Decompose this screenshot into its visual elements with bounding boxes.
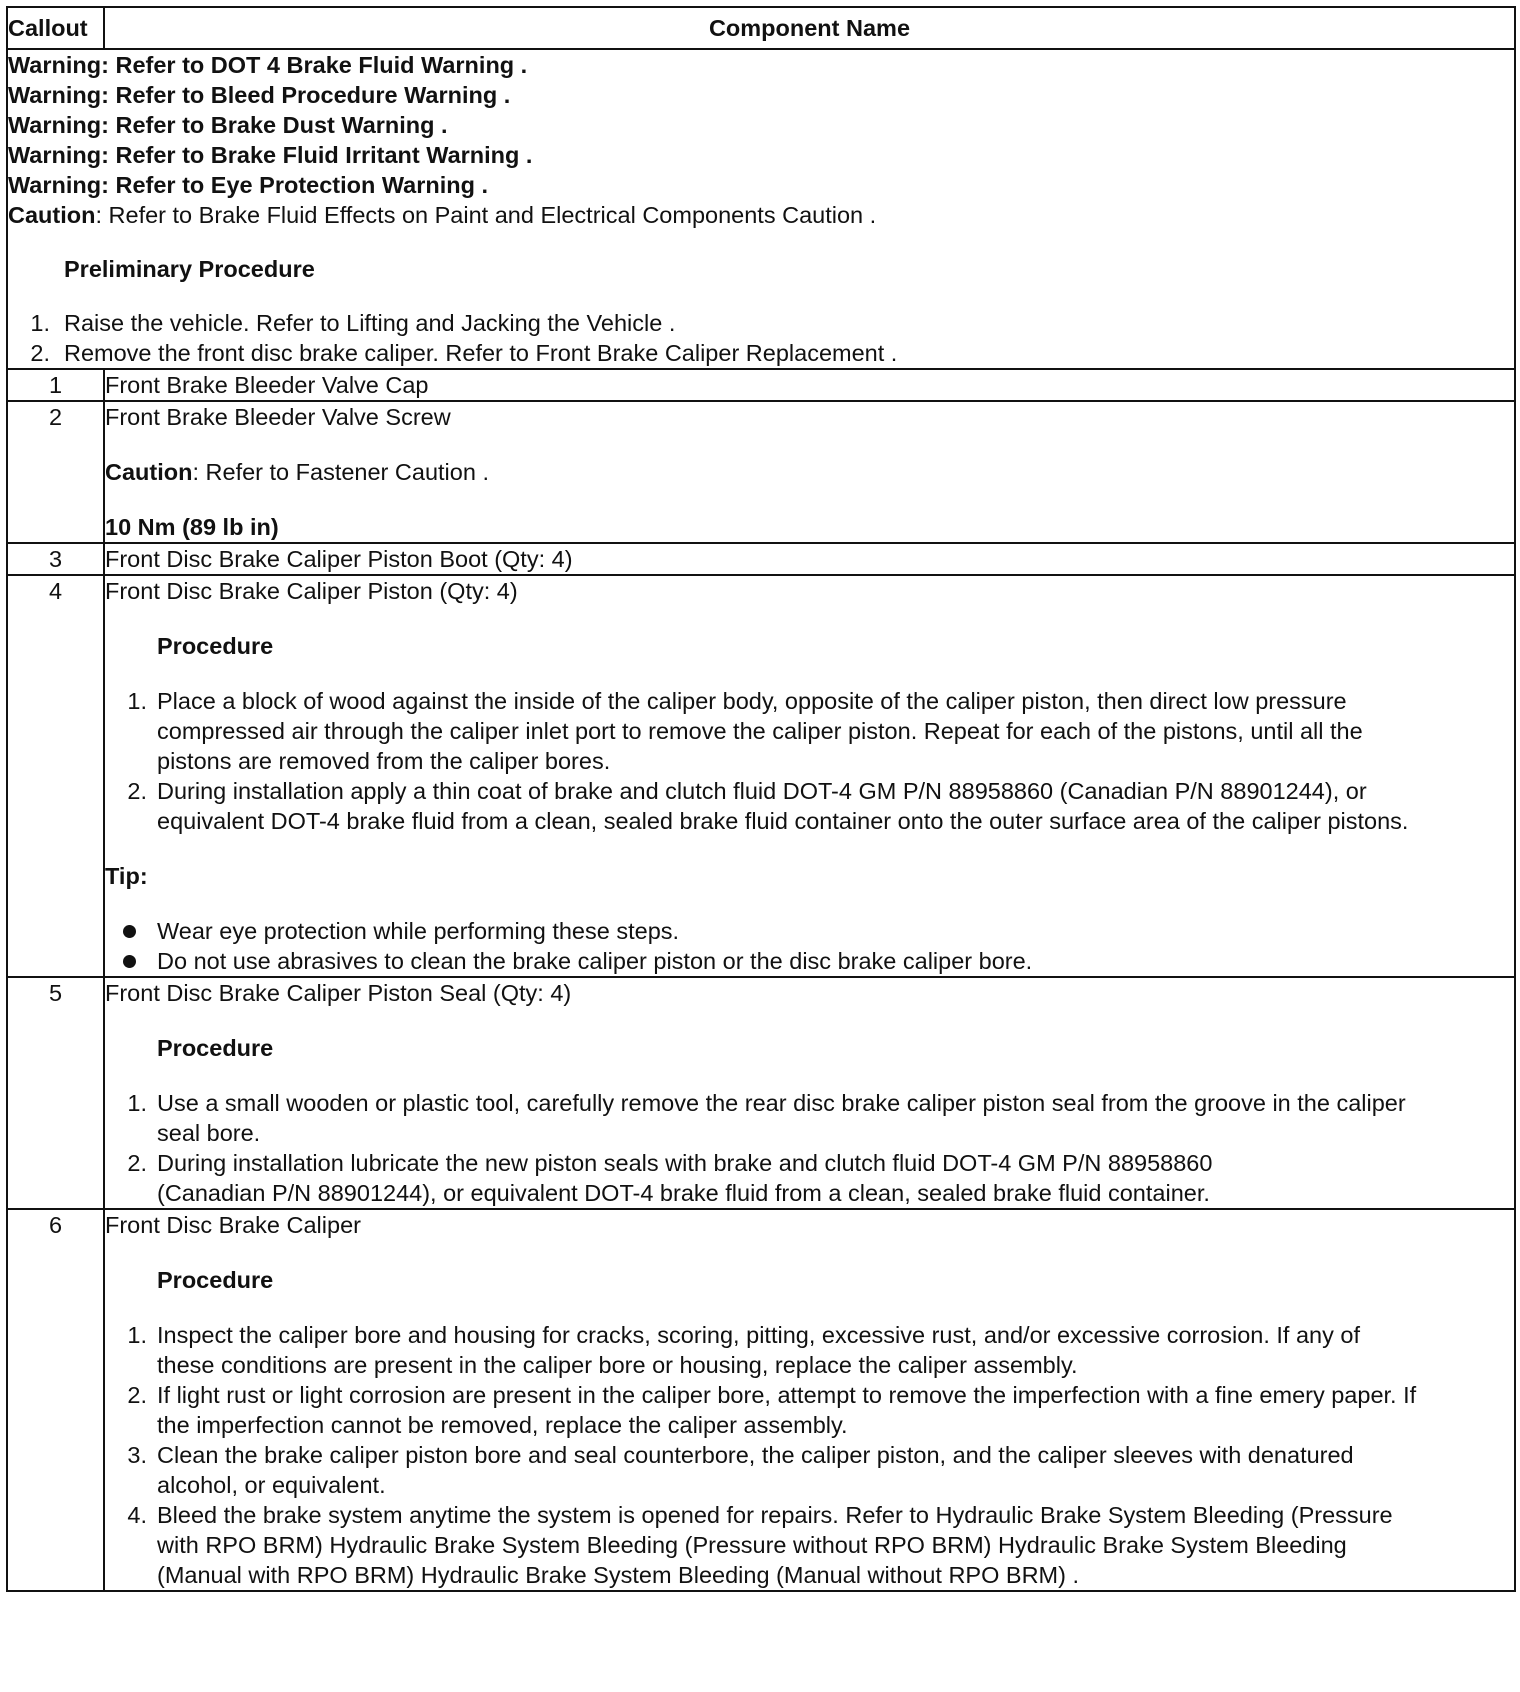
tip-label: Tip:: [105, 863, 148, 889]
callout-column-header: Callout: [7, 7, 104, 49]
table-row: [7, 1209, 1515, 1591]
table-header-row: [7, 7, 1515, 49]
list-item: 2. If light rust or light corrosion are present in the caliper bore, attempt to remove the imperfection with a fine emery paper. If the imperfection cannot be removed, replace the caliper assembly.: [127, 1382, 1417, 1438]
list-item: 1. Inspect the caliper bore and housing for cracks, scoring, pitting, excessive rust, and/or excessive corrosion. If any of these conditions are present in the caliper bore or housing, replace the caliper assembly.: [127, 1322, 1361, 1378]
callout-number: 2: [7, 401, 104, 543]
procedure-steps: [105, 686, 1514, 836]
torque-spec: 10 Nm (89 lb in): [105, 514, 279, 540]
intro-row: [7, 49, 1515, 369]
list-item: Wear eye protection while performing these steps.: [105, 916, 1514, 946]
warning-line: Warning: Refer to Brake Fluid Irritant Warning .: [8, 142, 533, 168]
bullet-icon: [123, 925, 136, 938]
preliminary-procedure-title: Preliminary Procedure: [64, 256, 315, 282]
component-cell: [104, 575, 1515, 977]
procedure-title: Procedure: [157, 633, 274, 659]
list-item: 3. Clean the brake caliper piston bore and seal counterbore, the caliper piston, and the caliper sleeves with denatured alcohol, or equivalent.: [127, 1442, 1354, 1498]
tip-list: [105, 916, 1514, 976]
callout-number: 3: [7, 543, 104, 575]
caution-line: Caution: Refer to Fastener Caution .: [105, 459, 489, 485]
table-row: [7, 977, 1515, 1209]
component-name: Front Disc Brake Caliper Piston Boot (Qty: 4): [104, 543, 1515, 575]
list-item: 4. Bleed the brake system anytime the system is opened for repairs. Refer to Hydraulic Brake System Bleeding (Pressure with RPO BRM) Hydraulic Brake System Bleeding (Pressure without RPO BRM) Hydraulic Brake System Bleeding (Manual with RPO BRM) Hydraulic Brake System Bleeding (Manual without RPO BRM) .: [127, 1502, 1393, 1588]
component-name: Front Disc Brake Caliper Piston Seal (Qty: 4): [105, 980, 572, 1006]
intro-cell: [7, 49, 1515, 369]
component-name: Front Brake Bleeder Valve Cap: [104, 369, 1515, 401]
list-item: Do not use abrasives to clean the brake caliper piston or the disc brake caliper bore.: [105, 946, 1514, 976]
table-row: [7, 543, 1515, 575]
list-item: 2. Remove the front disc brake caliper. Refer to Front Brake Caliper Replacement .: [30, 340, 898, 366]
list-item: 2. During installation lubricate the new piston seals with brake and clutch fluid DOT-4 GM P/N 88958860 (Canadian P/N 88901244), or equivalent DOT-4 brake fluid from a clean, sealed brake fluid container.: [127, 1150, 1213, 1206]
callout-number: 5: [7, 977, 104, 1209]
list-item: 1. Raise the vehicle. Refer to Lifting and Jacking the Vehicle .: [30, 310, 676, 336]
component-table: [6, 6, 1516, 1592]
component-name: Front Disc Brake Caliper Piston (Qty: 4): [105, 578, 518, 604]
warning-line: Warning: Refer to DOT 4 Brake Fluid Warning .: [8, 52, 528, 78]
component-cell: [104, 977, 1515, 1209]
list-item: 2. During installation apply a thin coat of brake and clutch fluid DOT-4 GM P/N 88958860 (Canadian P/N 88901244), or equivalent DOT-4 brake fluid from a clean, sealed brake fluid container onto the outer surface area of the caliper pistons.: [127, 778, 1409, 834]
table-row: [7, 369, 1515, 401]
warning-line: Warning: Refer to Bleed Procedure Warning .: [8, 82, 511, 108]
procedure-steps: [105, 1320, 1514, 1590]
warning-line: Warning: Refer to Eye Protection Warning .: [8, 172, 489, 198]
list-item: 1. Place a block of wood against the inside of the caliper body, opposite of the caliper piston, then direct low pressure compressed air through the caliper inlet port to remove the caliper piston. Repeat for each of the pistons, until all the pistons are removed from the caliper bores.: [127, 688, 1363, 774]
component-cell: [104, 401, 1515, 543]
warning-line: Warning: Refer to Brake Dust Warning .: [8, 112, 448, 138]
callout-number: 4: [7, 575, 104, 977]
table-row: [7, 575, 1515, 977]
preliminary-steps: [8, 308, 1514, 368]
table-row: [7, 401, 1515, 543]
component-name: Front Brake Bleeder Valve Screw: [105, 404, 451, 430]
component-cell: [104, 1209, 1515, 1591]
component-column-header: Component Name: [104, 7, 1515, 49]
procedure-title: Procedure: [157, 1035, 274, 1061]
callout-number: 1: [7, 369, 104, 401]
list-item: 1. Use a small wooden or plastic tool, carefully remove the rear disc brake caliper piston seal from the groove in the caliper seal bore.: [127, 1090, 1406, 1146]
bullet-icon: [123, 955, 136, 968]
procedure-title: Procedure: [157, 1267, 274, 1293]
procedure-steps: [105, 1088, 1514, 1208]
component-name: Front Disc Brake Caliper: [105, 1212, 361, 1238]
caution-line: Caution: Refer to Brake Fluid Effects on Paint and Electrical Components Caution .: [8, 202, 877, 228]
callout-number: 6: [7, 1209, 104, 1591]
